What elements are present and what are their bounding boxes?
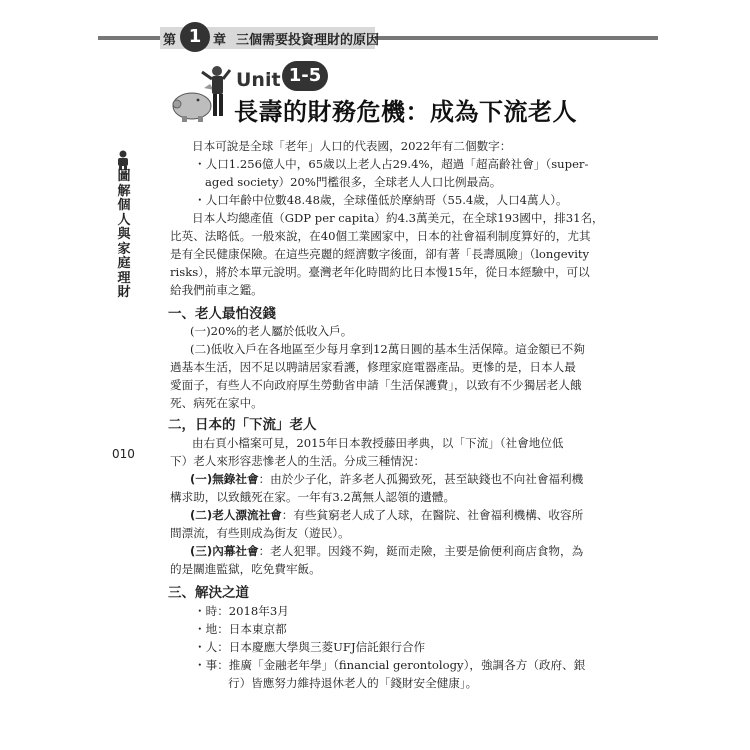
section-heading: 三、解決之道: [168, 585, 249, 601]
intro-bullet: ・人口年齡中位數48.48歲，全球僅低於摩納哥（55.4歲，人口4萬人）。: [194, 193, 568, 207]
intro-bullet: ・人口1.256億人中，65歲以上老人占29.4%，超過「超高齡社會」（super-: [194, 157, 589, 171]
situation-label: (一)無錄社會: [190, 472, 259, 486]
situation-label: (三)內幕社會: [190, 544, 259, 558]
section-text: 由右頁小檔案可見，2015年日本教授藤田孝典，以「下流」（社會地位低: [192, 436, 564, 450]
intro-paragraph-line: 比英、法略低。一般來說，在40個工業國家中，日本的社會福利制度算好的，尤其: [170, 229, 591, 243]
section-text: 死、病死在家中。: [170, 396, 263, 410]
unit-title: 長壽的財務危機：成為下流老人: [234, 98, 577, 126]
intro-paragraph-line: 給我們前車之鑑。: [170, 283, 263, 297]
solution-item: ・人：日本慶應大學與三菱UFJ信託銀行合作: [194, 640, 426, 654]
situation-text-cont: 間漂流，有些則成為街友（遊民）。: [170, 526, 350, 540]
intro-paragraph-line: risks），將於本單元說明。臺灣老年化時間約比日本慢15年，從日本經驗中，可以: [170, 265, 590, 279]
situation-item: [190, 506, 583, 524]
intro-bullet-cont: aged society）20%門檻很多，全球老人人口比例最高。: [205, 175, 502, 189]
chapter-title: 三個需要投資理財的原因: [236, 33, 380, 48]
situation-text-cont: 構求助，以致餓死在家。一年有3.2萬無人認領的遺體。: [170, 490, 456, 504]
intro-line: 日本可說是全球「老年」人口的代表國，2022年有二個數字：: [192, 139, 512, 153]
solution-item-cont: 行）皆應努力維持退休老人的「錢財安全健康」。: [228, 676, 478, 690]
intro-paragraph-line: 日本人均總產值（GDP per capita）約4.3萬美元，在全球193國中，排31名，: [192, 211, 604, 225]
unit-label: Unit: [236, 69, 281, 91]
section-text: (一)20%的老人屬於低收入戶。: [190, 324, 353, 338]
solution-item: ・時：2018年3月: [194, 604, 289, 618]
person-icon: [115, 150, 131, 170]
chapter-suffix: 章: [213, 33, 227, 48]
section-text: (二)低收入戶在各地區至少每月拿到12萬日圓的基本生活保障。這金額已不夠: [190, 342, 585, 356]
section-heading: 一、老人最怕沒錢: [168, 306, 276, 322]
situation-text-cont: 的是關進監獄，吃免費牢飯。: [170, 562, 321, 576]
situation-item: [190, 470, 583, 488]
intro-paragraph-line: 是有全民健康保險。在這些亮麗的經濟數字後面，卻有著「長壽風險」（longevity: [170, 247, 590, 261]
situation-item: [190, 542, 583, 560]
solution-item: ・地：日本東京都: [194, 622, 287, 636]
section-text: 過基本生活，因不足以聘請居家看護，修理家庭電器產品。更慘的是，日本人最: [170, 360, 576, 374]
piggy-bank-man-icon: [168, 62, 234, 124]
page-number: 010: [112, 447, 135, 461]
situation-label: (二)老人漂流社會: [190, 508, 282, 522]
chapter-prefix: 第: [163, 33, 177, 48]
solution-item: ・事：推廣「金融老年學」（financial gerontology），強調各方（政府、銀: [194, 658, 586, 672]
situation-text: ：由於少子化，許多老人孤獨致死，甚至缺錢也不向社會福利機: [258, 472, 584, 486]
section-heading: 二，日本的「下流」老人: [168, 417, 317, 433]
book-title-vertical: 圖解個人與家庭理財: [117, 169, 131, 300]
section-text: 愛面子，有些人不向政府厚生勞動省申請「生活保護費」，以致有不少獨居老人餓: [170, 378, 582, 392]
section-text: 下）老人來形容悲慘老人的生活。分成三種情況：: [170, 454, 426, 468]
unit-number-badge: 1-5: [282, 61, 328, 91]
chapter-number-badge: 1: [180, 22, 210, 52]
situation-text: ：老人犯罪。因錢不夠，鋌而走險，主要是偷便利商店食物，為: [258, 544, 584, 558]
situation-text: ：有些貧窮老人成了人球，在醫院、社會福利機構、收容所: [281, 508, 584, 522]
